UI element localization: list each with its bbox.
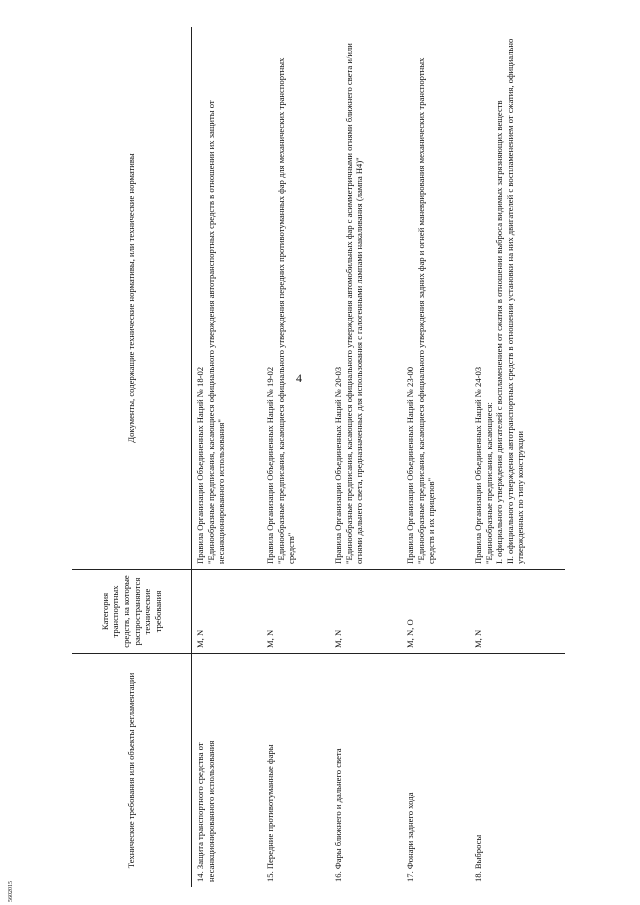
row-category: M, N (330, 569, 402, 653)
row-document (330, 27, 402, 569)
regulation-table-wrapper (72, 27, 565, 887)
document-title: Правила Организации Объединенных Наций № 19-02 (265, 366, 275, 564)
row-document (192, 27, 262, 569)
header-requirements: Технические требования или объекты регламентации (72, 653, 192, 887)
document-text: "Единообразные предписания, касающиеся официального утверждения передних противотуманных фар для механических транспортных средств" (275, 57, 297, 564)
document-text: "Единообразные предписания, касающиеся: (483, 402, 494, 564)
document-text: II. официального утверждения автотранспортных средств в отношении установки на них двигателей с воспламенением от сжатия, официально утвержденных по типу конструкции (504, 38, 526, 564)
document-title: Правила Организации Объединенных Наций № 23-00 (405, 366, 415, 564)
row-category: M, N (192, 569, 262, 653)
document-title: Правила Организации Объединенных Наций № 18-02 (195, 366, 205, 564)
regulation-table (72, 27, 565, 887)
document-title: Правила Организации Объединенных Наций № 20-03 (333, 366, 343, 564)
document-title: Правила Организации Объединенных Наций № 24-03 (473, 366, 483, 564)
row-document (470, 27, 565, 569)
row-category: M, N, O (402, 569, 470, 653)
document-code: 5602015 (8, 881, 14, 902)
document-code-wrapper (0, 880, 22, 902)
row-item: 16. Фары ближнего и дальнего света (330, 653, 402, 887)
header-vehicle-category: Категория транспортных средств, на которые распространяются технические требования (72, 569, 192, 653)
row-category: M, N (470, 569, 565, 653)
row-document (262, 27, 330, 569)
row-document (402, 27, 470, 569)
document-text: "Единообразные предписания, касающиеся официального утверждения задних фар и огней маневрирования механических транспортных средств и их прицепов" (415, 57, 437, 564)
row-item: 14. Защита транспортного средства от несанкционированного использования (192, 653, 262, 887)
row-item: 15. Передние противотуманные фары (262, 653, 330, 887)
document-text: "Единообразные предписания, касающиеся официального утверждения автомобильных фар с асимметричными огнями ближнего света и/или огнями дальнего света, предназначенных для использования с галогенными лампами накаливания (лампа Н4)" (343, 43, 365, 564)
document-text: "Единообразные предписания, касающиеся официального утверждения автотранспортных средств в отношении их защиты от несанкционированного использования" (205, 100, 227, 564)
row-item: 17. Фонари заднего хода (402, 653, 470, 887)
header-documents: Документы, содержащие технические нормативы, или технические нормативы (72, 27, 192, 569)
row-item: 18. Выбросы (470, 653, 565, 887)
row-category: M, N (262, 569, 330, 653)
page-number: 4 (296, 371, 302, 385)
document-text: I. официального утверждения двигателей с воспламенением от сжатия в отношении выброса видимых загрязняющих веществ (494, 100, 505, 564)
